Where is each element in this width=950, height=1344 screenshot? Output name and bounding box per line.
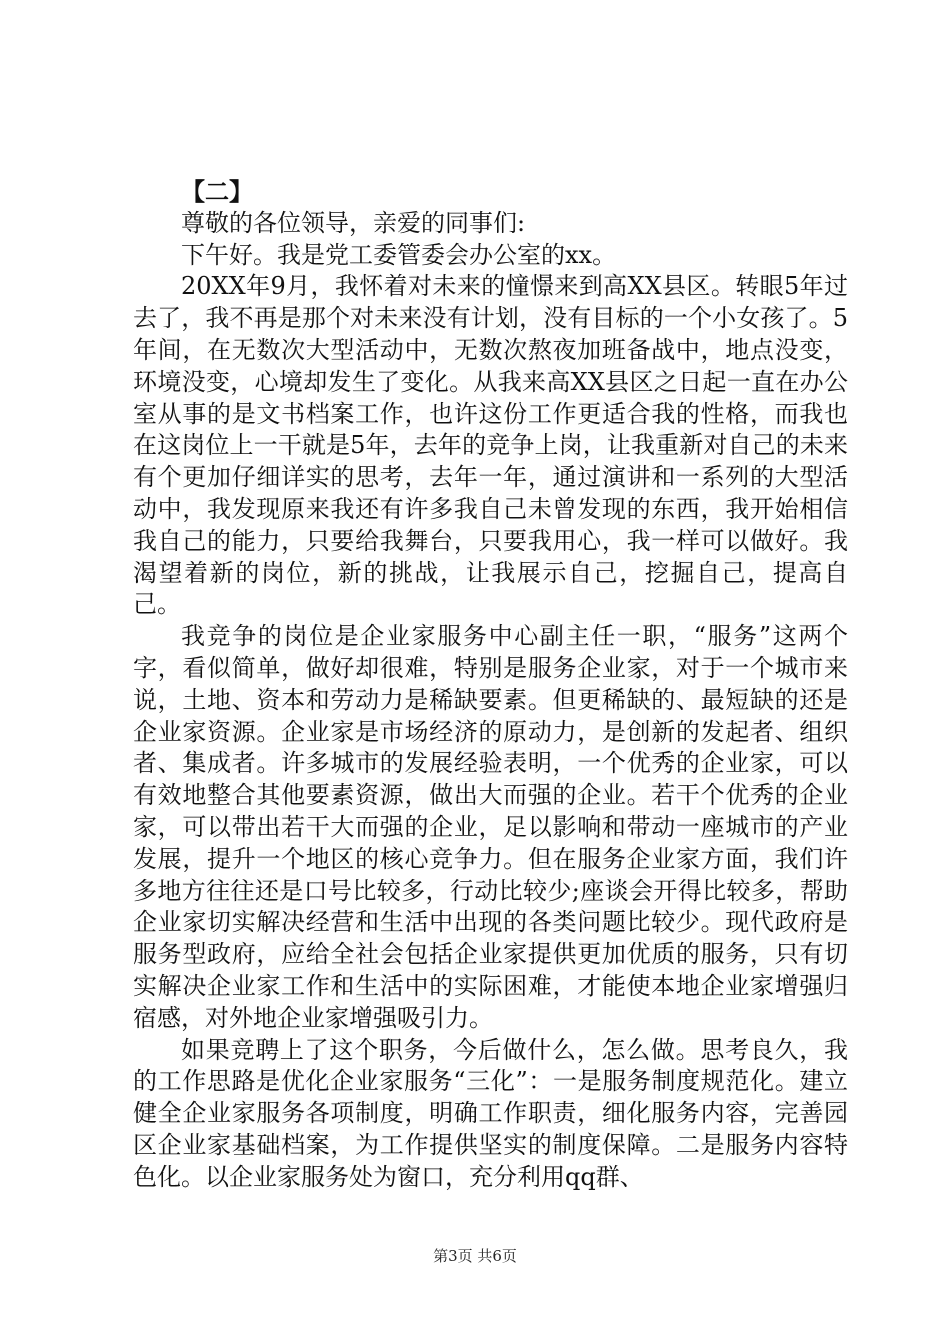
paragraph-plan: 如果竞聘上了这个职务，今后做什么，怎么做。思考良久，我的工作思路是优化企业家服务“三化”：一是服务制度规范化。建立健全企业家服务各项制度，明确工作职责，细化服务内容，完善园区企业家基础档案，为工作提供坚实的制度保障。二是服务内容特色化。以企业家服务处为窗口，充分利用qq群、: [133, 1035, 848, 1191]
paragraph-background: 20XX年9月，我怀着对未来的憧憬来到高XX县区。转眼5年过去了，我不再是那个对未来没有计划，没有目标的一个小女孩了。5年间，在无数次大型活动中，无数次熬夜加班备战中，地点没变，环境没变，心境却发生了变化。从我来高XX县区之日起一直在办公室从事的是文书档案工作，也许这份工作更适合我的性格，而我也在这岗位上一干就是5年，去年的竞争上岗，让我重新对自己的未来有个更加仔细详实的思考，去年一年，通过演讲和一系列的大型活动中，我发现原来我还有许多我自己未曾发现的东西，我开始相信我自己的能力，只要给我舞台，只要我用心，我一样可以做好。我渴望着新的岗位，新的挑战，让我展示自己，挖掘自己，提高自己。: [133, 272, 848, 619]
page-number-footer: 第3页 共6页: [433, 1247, 517, 1265]
document-body: [133, 176, 848, 1194]
paragraph-greeting: 下午好。我是党工委管委会办公室的xx。: [181, 240, 617, 269]
paragraph-position: 我竞争的岗位是企业家服务中心副主任一职，“服务”这两个字，看似简单，做好却很难，特别是服务企业家，对于一个城市来说，土地、资本和劳动力是稀缺要素。但更稀缺的、最短缺的还是企业家资源。企业家是市场经济的原动力，是创新的发起者、组织者、集成者。许多城市的发展经验表明，一个优秀的企业家，可以有效地整合其他要素资源，做出大而强的企业。若干个优秀的企业家，可以带出若干大而强的企业，足以影响和带动一座城市的产业发展，提升一个地区的核心竞争力。但在服务企业家方面，我们许多地方往往还是口号比较多，行动比较少;座谈会开得比较多，帮助企业家切实解决经营和生活中出现的各类问题比较少。现代政府是服务型政府，应给全社会包括企业家提供更加优质的服务，只有切实解决企业家工作和生活中的实际困难，才能使本地企业家增强归宿感，对外地企业家增强吸引力。: [133, 622, 848, 1032]
salutation: 尊敬的各位领导，亲爱的同事们:: [181, 208, 526, 237]
section-heading: 【二】: [181, 177, 253, 206]
